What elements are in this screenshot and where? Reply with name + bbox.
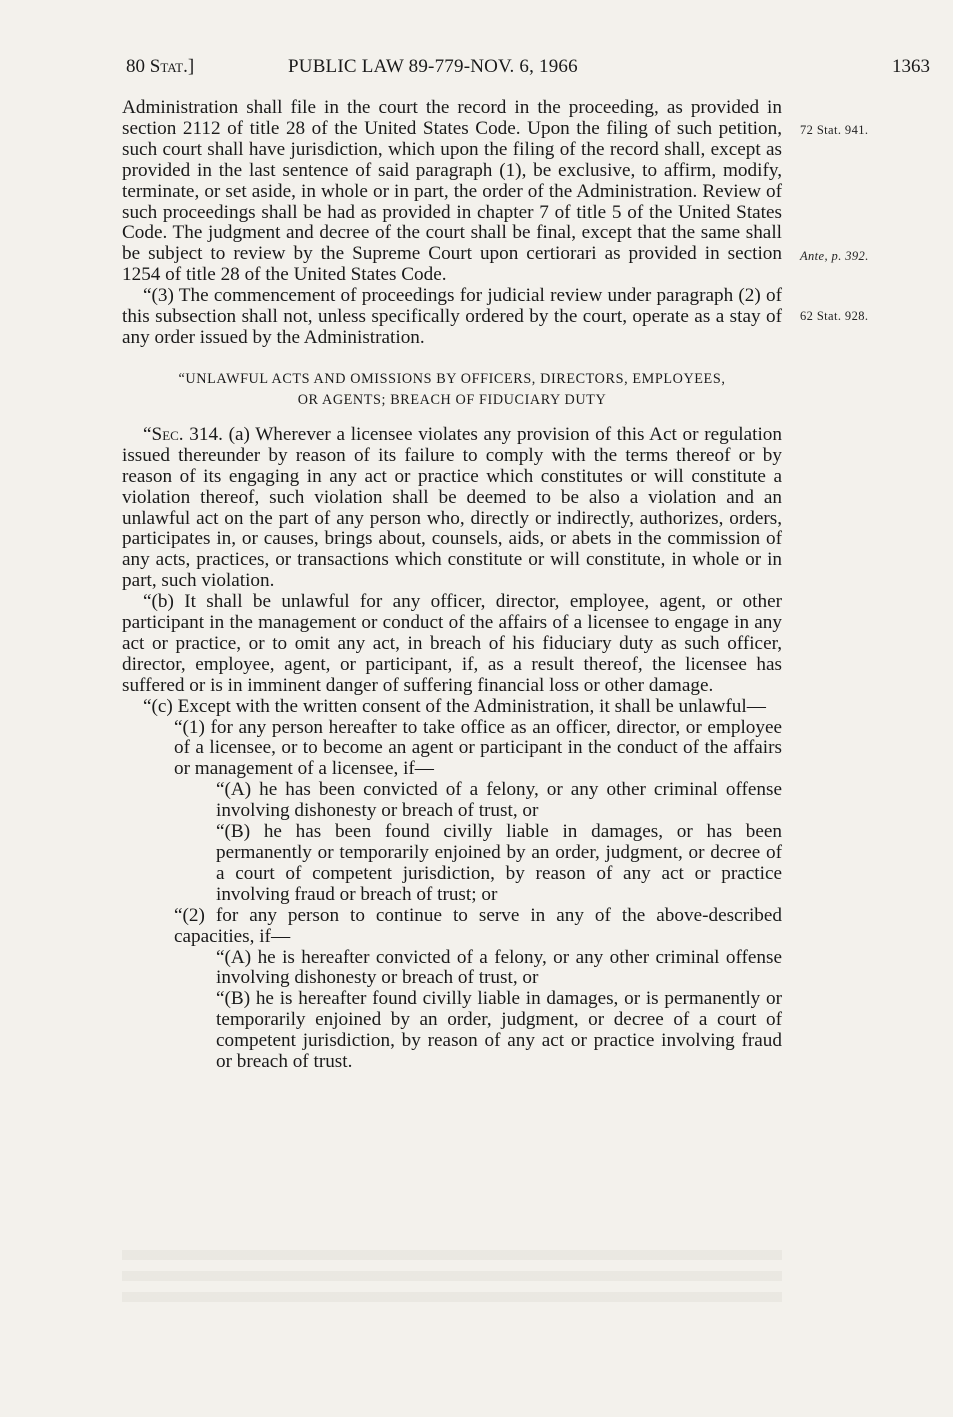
section-314-b: “(b) It shall be unlawful for any officer, director, employee, agent, or other participant in the management or conduct of the affairs of a licensee to engage in any act or practice, or to omit any act, in breach of his fiduciary duty as such officer, director, employee, agent, or participant, if, as a result thereof, the licensee has suffered or is in imminent danger of suffering financial loss or other damage.: [122, 591, 782, 696]
paragraph-continuation: Administration shall file in the court the record in the proceeding, as provided in section 2112 of title 28 of the United States Code. Upon the filing of such petition, such court shall have jurisdiction, which upon the filing of the record shall, except as provided in the last sentence of said paragraph (1), be exclusive, to affirm, modify, terminate, or set aside, in whole or in part, the order of the Administration. Review of such proceedings shall be had as provided in chapter 7 of title 5 of the United States Code. The judgment and decree of the court shall be final, except that the same shall be subject to review by the Supreme Court upon certiorari as provided in section 1254 of title 28 of the United States Code.: [122, 97, 782, 286]
section-314-a: [122, 425, 782, 592]
section-314-c-1: “(1) for any person hereafter to take office as an officer, director, or employee of a licensee, or to become an agent or participant in the conduct of the affairs or management of a licensee, if—: [174, 716, 782, 780]
section-314-a-text: (a) Wherever a licensee violates any provision of this Act or regulation issued thereunder by reason of its failure to comply with the terms thereof or by reason of its engaging in any act or practice which constitutes or will constitute a violation thereof, such violation shall be deemed to be also a violation and an unlawful act on the part of any person who, directly or indirectly, authorizes, orders, participates in, or causes, brings about, counsels, aids, or abets in the commission of any acts, practices, or transactions which constitute or will constitute, in whole or in part, such violation.: [122, 423, 782, 592]
section-heading-line-2: OR AGENTS; BREACH OF FIDUCIARY DUTY: [297, 391, 607, 408]
section-314-c-2-a: “(A) he is hereafter convicted of a felony, or any other criminal offense involving dishonesty or breach of trust, or: [216, 946, 782, 989]
page-header: [126, 56, 930, 82]
document-body: [122, 98, 782, 1073]
section-heading-line-1: “UNLAWFUL ACTS AND OMISSIONS BY OFFICERS, DIRECTORS, EMPLOYEES,: [178, 370, 726, 387]
margin-note-62-stat-928: 62 Stat. 928.: [800, 309, 869, 323]
section-314-c-1-b: “(B) he has been found civilly liable in damages, or has been permanently or temporarily enjoined by an order, judgment, or decree of a court of competent jurisdiction, by reason of any act or practice involving fraud or breach of trust; or: [216, 821, 782, 905]
section-heading: [122, 369, 782, 411]
paragraph-3: “(3) The commencement of proceedings for judicial review under paragraph (2) of this subsection shall not, unless specifically ordered by the court, operate as a stay of any order issued by the Administration.: [122, 285, 782, 348]
header-stat: 80 Stat.]: [126, 56, 195, 77]
margin-note-72-stat-941: 72 Stat. 941.: [800, 123, 869, 137]
section-314-c-2-b: “(B) he is hereafter found civilly liable in damages, or is permanently or temporarily enjoined by an order, judgment, or decree of a court of competent jurisdiction, by reason of any act or practice involving fraud or breach of trust.: [216, 988, 782, 1073]
margin-note-ante-392: Ante, p. 392.: [800, 249, 869, 263]
bleed-through-shadow: [122, 1250, 782, 1310]
section-314-c-2: “(2) for any person to continue to serve in any of the above-described capacities, if—: [174, 904, 782, 947]
page-number: 1363: [892, 56, 930, 77]
section-314-c-1-a: “(A) he has been convicted of a felony, or any other criminal offense involving dishonesty or breach of trust, or: [216, 779, 782, 822]
section-314-c: “(c) Except with the written consent of the Administration, it shall be unlawful—: [143, 695, 766, 717]
section-label: “Sec. 314.: [143, 423, 223, 445]
header-title: PUBLIC LAW 89-779-NOV. 6, 1966: [288, 56, 578, 77]
